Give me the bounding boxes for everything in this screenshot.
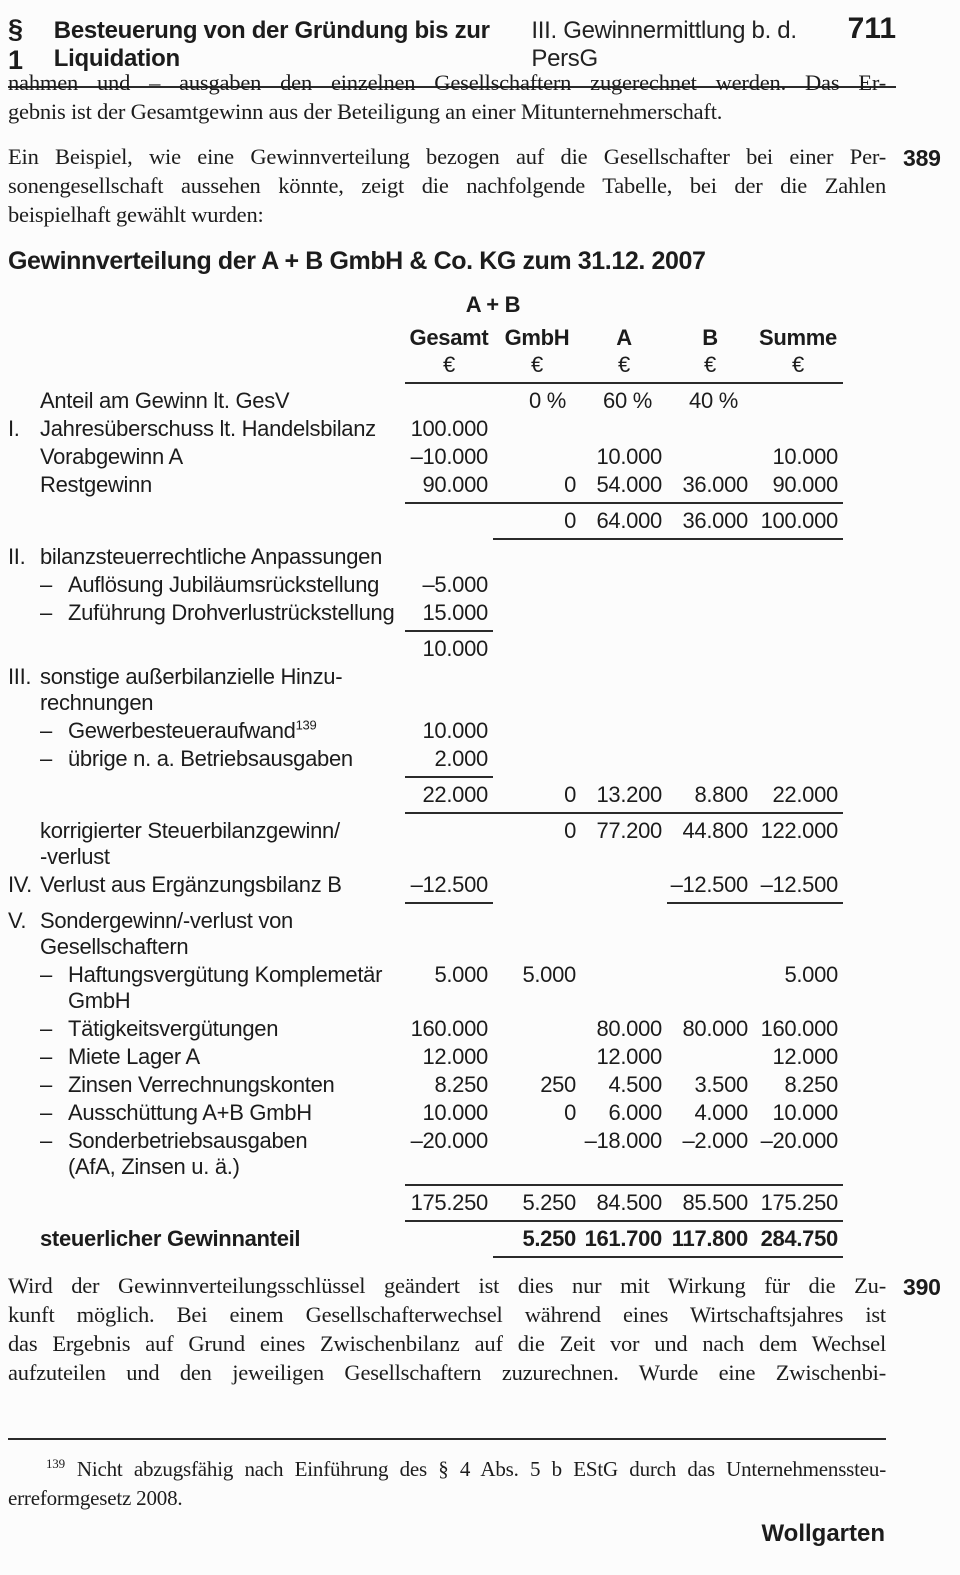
table-rule — [405, 902, 493, 904]
table-rule — [405, 502, 843, 504]
table-cell — [493, 543, 581, 571]
table-cell: –20.000 — [760, 1128, 838, 1153]
footnote-line-2: erreformgesetz 2008. — [8, 1486, 183, 1510]
table-cell: 0 % — [528, 388, 566, 413]
paragraph-389-text — [8, 142, 886, 229]
text-line: Ein Beispiel, wie eine Gewinnverteilung bezogen auf die Gesellschafter bei einer Per- — [8, 144, 886, 169]
table-cell: 8.800 — [694, 782, 748, 807]
text-line: aufzuteilen und den jeweiligen Gesellschaftern zuzurechnen. Wurde eine Zwischenbi- — [8, 1360, 886, 1385]
currency-symbol: € — [618, 352, 630, 377]
table-cell: –20.000 — [410, 1128, 488, 1153]
row-label: – Gewerbesteueraufwand$^{139}$ — [40, 717, 317, 743]
table-title: Gewinnverteilung der A + B GmbH & Co. KG zum 31.12. 2007 — [8, 247, 706, 275]
table-cell: 90.000 — [772, 472, 838, 497]
page-number: 711 — [847, 12, 897, 45]
table-cell: 10.000 — [422, 636, 488, 661]
table-cell — [667, 543, 753, 571]
row-label — [40, 781, 405, 809]
table-cell: 13.200 — [596, 782, 662, 807]
table-cell — [493, 599, 581, 627]
table-cell: 0 — [564, 818, 576, 843]
text-line: nahmen und – ausgaben den einzelnen Gesellschaftern zugerechnet werden. Das Er- — [8, 70, 886, 95]
table-cell — [667, 415, 753, 443]
column-header: Gesamt — [409, 325, 489, 350]
table-cell — [581, 543, 667, 571]
table-rule — [405, 382, 843, 384]
row-numeral: V. — [8, 908, 27, 933]
currency-symbol: € — [704, 352, 716, 377]
row-label: – Sonderbetriebsausgaben (AfA, Zinsen u. ä.) — [40, 1128, 308, 1179]
chapter-title: Besteuerung von der Gründung bis zur Liquidation — [53, 17, 490, 72]
table-cell — [405, 907, 493, 961]
table-cell — [493, 745, 581, 773]
table-cell — [667, 635, 753, 663]
table-cell: 36.000 — [682, 508, 748, 533]
table-cell — [753, 663, 843, 717]
table-cell — [753, 387, 843, 415]
dash-marker: – — [40, 1072, 52, 1097]
table-cell: 160.000 — [760, 1016, 838, 1041]
table-cell — [581, 635, 667, 663]
table-cell — [581, 871, 667, 899]
author-name: Wollgarten — [761, 1520, 885, 1547]
text-line: Wird der Gewinnverteilungsschlüssel geändert ist dies nur mit Wirkung für die Zu- — [8, 1273, 886, 1298]
table-cell: 3.500 — [694, 1072, 748, 1097]
table-cell: –5.000 — [422, 572, 488, 597]
table-cell: 84.500 — [596, 1190, 662, 1215]
table-cell — [581, 961, 667, 1015]
table-cell: 22.000 — [772, 782, 838, 807]
table-cell — [753, 543, 843, 571]
table-cell: 5.250 — [522, 1226, 576, 1251]
text-line: beispielhaft gewählt wurden: — [8, 202, 264, 227]
table-cell: –12.500 — [760, 872, 838, 897]
table-cell: 5.000 — [434, 962, 488, 987]
row-label: – Zinsen Verrechnungskonten — [40, 1072, 335, 1097]
table-cell: 0 — [564, 782, 576, 807]
row-label: Verlust aus Ergänzungsbilanz B — [40, 872, 342, 897]
table-cell — [581, 415, 667, 443]
profit-table — [8, 292, 843, 1261]
paragraph-continuation — [8, 68, 886, 126]
table-cell: –12.500 — [670, 872, 748, 897]
table-cell: –10.000 — [410, 444, 488, 469]
row-label: – Tätigkeitsvergütungen — [40, 1016, 279, 1041]
table-cell: 60 % — [603, 388, 652, 413]
row-label: – Auflösung Jubiläumsrückstellung — [40, 572, 380, 597]
row-label — [40, 507, 405, 535]
text-line: gebnis ist der Gesamtgewinn aus der Beteiligung an einer Mitunternehmerschaft. — [8, 99, 723, 124]
table-rule — [493, 538, 843, 540]
table-cell — [667, 663, 753, 717]
table-cell — [753, 745, 843, 773]
table-cell: 100.000 — [410, 416, 488, 441]
table-cell: 80.000 — [596, 1016, 662, 1041]
table-cell — [581, 663, 667, 717]
table-cell — [581, 571, 667, 599]
dash-marker: – — [40, 718, 52, 743]
footnote-line-1 — [8, 1449, 886, 1484]
table-cell: 122.000 — [760, 818, 838, 843]
row-label: steuerlicher Gewinnanteil — [40, 1226, 301, 1251]
row-label: korrigierter Steuerbilanzgewinn/ -verlust — [40, 818, 340, 869]
table-cell: 85.500 — [682, 1190, 748, 1215]
table-cell: 15.000 — [422, 600, 488, 625]
table-cell: 10.000 — [596, 444, 662, 469]
dash-marker: – — [40, 572, 52, 597]
column-header: GmbH — [504, 325, 570, 350]
table-cell: 250 — [540, 1072, 576, 1097]
row-label: sonstige außerbilanzielle Hinzu- rechnungen — [40, 664, 343, 715]
table-rule — [405, 776, 493, 778]
row-label: Anteil am Gewinn lt. GesV — [40, 388, 290, 413]
row-label: bilanzsteuerrechtliche Anpassungen — [40, 544, 383, 569]
row-numeral: II. — [8, 544, 26, 569]
table-cell: 64.000 — [596, 508, 662, 533]
table-cell — [581, 745, 667, 773]
table-rule — [405, 812, 843, 814]
table-cell — [753, 571, 843, 599]
row-numeral: IV. — [8, 872, 32, 897]
table-cell: 12.000 — [772, 1044, 838, 1069]
table-cell: 160.000 — [410, 1016, 488, 1041]
dash-marker: – — [40, 746, 52, 771]
table-rule — [667, 902, 843, 904]
dash-marker: – — [40, 1044, 52, 1069]
table-cell: 4.500 — [608, 1072, 662, 1097]
row-label — [40, 1189, 405, 1217]
table-cell: 44.800 — [682, 818, 748, 843]
text-line: das Ergebnis auf Grund eines Zwischenbilanz auf die Zeit vor und nach dem Wechsel — [8, 1331, 886, 1356]
table-cell: 80.000 — [682, 1016, 748, 1041]
table-cell — [581, 599, 667, 627]
table-cell — [493, 1015, 581, 1043]
table-cell: 10.000 — [422, 718, 488, 743]
currency-symbol: € — [792, 352, 804, 377]
paragraph-390 — [8, 1271, 941, 1387]
table-cell — [667, 745, 753, 773]
table-cell — [753, 599, 843, 627]
table-cell: 8.250 — [434, 1072, 488, 1097]
table-cell: 36.000 — [682, 472, 748, 497]
table-cell — [493, 571, 581, 599]
table-rule — [405, 1184, 843, 1186]
table-cell — [667, 571, 753, 599]
table-cell: –18.000 — [584, 1128, 662, 1153]
table-cell — [405, 387, 493, 415]
footnote-text: Nicht abzugsfähig nach Einführung des § 4 Abs. 5 b EStG durch das Unternehmenssteu- — [76, 1457, 886, 1481]
subchapter-title: III. Gewinnermittlung b. d. PersG — [531, 17, 797, 72]
row-label: – Ausschüttung A+B GmbH — [40, 1100, 312, 1125]
table-cell: 12.000 — [596, 1044, 662, 1069]
paragraph-389 — [8, 142, 941, 229]
table-cell — [753, 907, 843, 961]
currency-symbol: € — [443, 352, 455, 377]
table-cell — [753, 717, 843, 745]
row-label: – Zuführung Drohverlustrückstellung — [40, 600, 395, 625]
table-cell — [667, 599, 753, 627]
table-cell — [581, 717, 667, 745]
row-numeral: III. — [8, 664, 32, 689]
margin-number-390: 390 — [903, 1274, 941, 1300]
row-label: Sondergewinn/-verlust von Gesellschaftern — [40, 908, 293, 959]
table-cell — [493, 871, 581, 899]
footnote-marker: 139 — [46, 1456, 65, 1471]
table-cell: 77.200 — [596, 818, 662, 843]
table-rule — [405, 1220, 843, 1222]
table-cell: 5.250 — [522, 1190, 576, 1215]
table-cell — [493, 1043, 581, 1071]
section-mark: § 1 — [8, 14, 23, 75]
footnote-ref: 139 — [295, 717, 317, 733]
table-cell — [493, 443, 581, 471]
table-cell — [405, 663, 493, 717]
dash-marker: – — [40, 962, 52, 987]
table-cell — [405, 507, 493, 535]
dash-marker: – — [40, 1100, 52, 1125]
row-label: – Miete Lager A — [40, 1044, 200, 1069]
table-cell: 100.000 — [760, 508, 838, 533]
row-label: Restgewinn — [40, 472, 152, 497]
table-cell: 90.000 — [422, 472, 488, 497]
dash-marker: – — [40, 600, 52, 625]
column-header: Summe — [759, 325, 837, 350]
table-cell — [493, 717, 581, 745]
dash-marker: – — [40, 1128, 52, 1153]
table-cell — [667, 961, 753, 1015]
table-cell — [581, 907, 667, 961]
table-cell: 0 — [564, 508, 576, 533]
table-cell — [493, 1127, 581, 1181]
text-line: kunft möglich. Bei einem Gesellschafterwechsel während eines Wirtschaftsjahres ist — [8, 1302, 886, 1327]
row-label: Vorabgewinn A — [40, 444, 183, 469]
table-cell: 4.000 — [694, 1100, 748, 1125]
row-label: – Haftungsvergütung Komplemetär GmbH — [40, 962, 383, 1013]
column-header: B — [702, 325, 718, 350]
table-cell: 22.000 — [422, 782, 488, 807]
table-cell: 0 — [564, 1100, 576, 1125]
table-cell: 175.250 — [760, 1190, 838, 1215]
table-cell — [667, 717, 753, 745]
table-cell: 284.750 — [760, 1226, 838, 1251]
table-cell: 10.000 — [422, 1100, 488, 1125]
row-label: Jahresüberschuss lt. Handelsbilanz — [40, 416, 376, 441]
row-label — [40, 635, 405, 663]
table-cell: 10.000 — [772, 1100, 838, 1125]
table-cell: 12.000 — [422, 1044, 488, 1069]
table-cell — [493, 663, 581, 717]
table-cell: 2.000 — [434, 746, 488, 771]
table-cell — [493, 415, 581, 443]
dash-marker: – — [40, 1016, 52, 1041]
table-cell: 54.000 — [596, 472, 662, 497]
table-cell — [667, 907, 753, 961]
paragraph-390-text — [8, 1271, 886, 1387]
column-header: A — [616, 325, 632, 350]
table-cell — [493, 907, 581, 961]
footnote — [8, 1438, 886, 1513]
table-cell — [405, 817, 493, 871]
table-cell — [667, 443, 753, 471]
table-cell: 10.000 — [772, 444, 838, 469]
table-cell: 5.000 — [784, 962, 838, 987]
table-rule — [493, 1256, 843, 1258]
table-cell: 6.000 — [608, 1100, 662, 1125]
table-cell — [753, 635, 843, 663]
table-cell: 40 % — [689, 388, 738, 413]
table-cell: 175.250 — [410, 1190, 488, 1215]
table-rule — [405, 630, 493, 632]
table-cell: 8.250 — [784, 1072, 838, 1097]
table-company-label: A + B — [465, 292, 521, 317]
row-label: – übrige n. a. Betriebsausgaben — [40, 746, 353, 771]
row-numeral: I. — [8, 416, 20, 441]
table-cell: 5.000 — [522, 962, 576, 987]
table-cell: –2.000 — [682, 1128, 748, 1153]
table-cell: 117.800 — [671, 1226, 748, 1251]
table-cell — [405, 1225, 493, 1253]
table-cell — [405, 543, 493, 571]
margin-number-389: 389 — [903, 145, 941, 171]
table-cell: 161.700 — [584, 1226, 662, 1251]
table-cell: –12.500 — [410, 872, 488, 897]
table-cell — [493, 635, 581, 663]
table-cell: 0 — [564, 472, 576, 497]
table-cell — [667, 1043, 753, 1071]
currency-symbol: € — [531, 352, 543, 377]
table-cell — [753, 415, 843, 443]
text-line: sonengesellschaft aussehen könnte, zeigt die nachfolgende Tabelle, bei der die Zahlen — [8, 173, 886, 198]
